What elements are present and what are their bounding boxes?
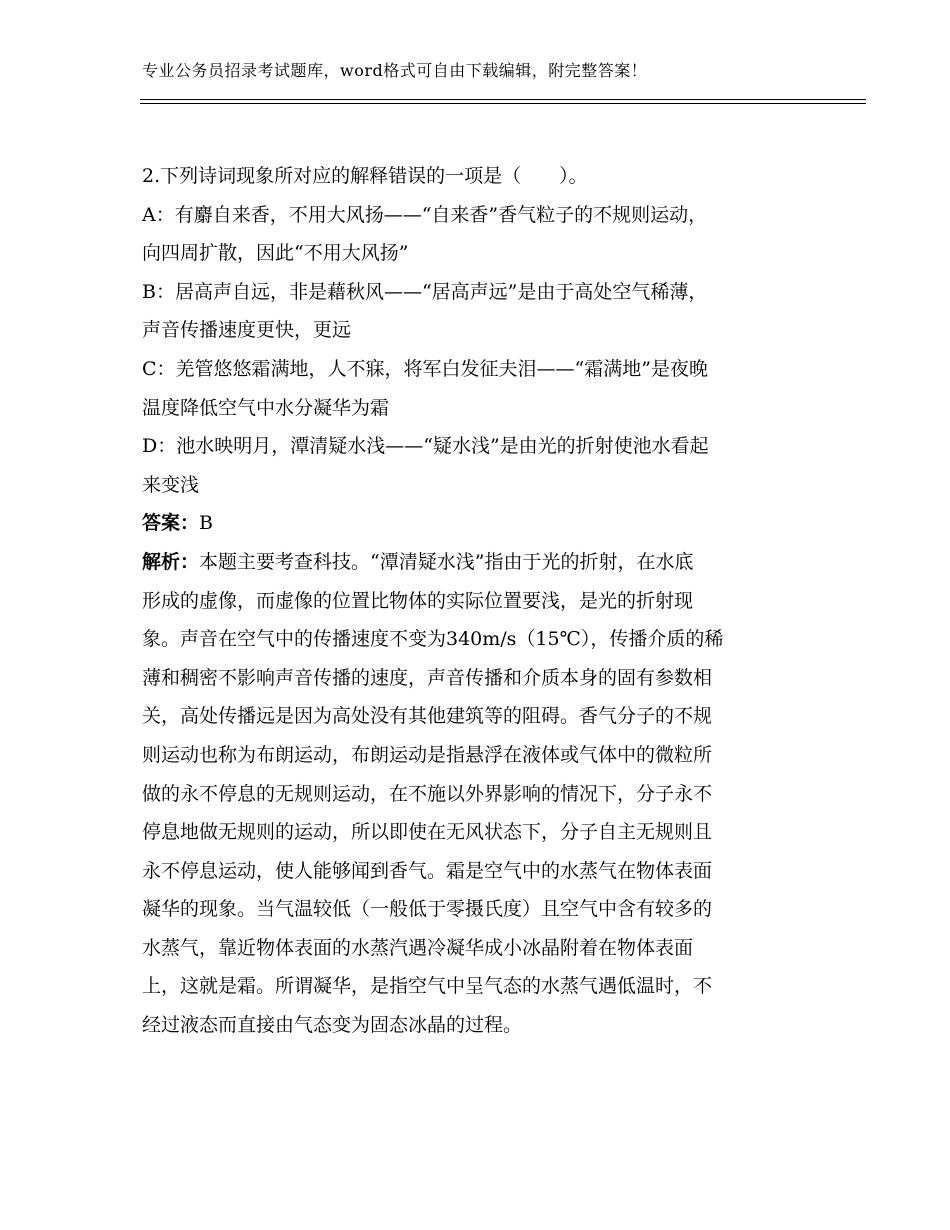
analysis-line: 做的永不停息的无规则运动，在不施以外界影响的情况下，分子永不 [142, 782, 713, 805]
option-b-line-1: B：居高声自远，非是藉秋风——“居高声远”是由于高处空气稀薄， [142, 280, 708, 303]
page-header: 专业公务员招录考试题库，word格式可自由下载编辑，附完整答案！ [142, 61, 648, 80]
option-b [142, 273, 814, 350]
analysis-line: 水蒸气，靠近物体表面的水蒸汽遇冷凝华成小冰晶附着在物体表面 [142, 936, 694, 959]
option-d [142, 427, 814, 504]
option-d-line-1: D：池水映明月，潭清疑水浅——“疑水浅”是由光的折射使池水看起 [142, 435, 709, 458]
analysis-label: 解析： [142, 550, 200, 573]
analysis-line: 凝华的现象。当气温较低（一般低于零摄氏度）且空气中含有较多的 [142, 898, 713, 921]
option-c-line-1: C：羌管悠悠霜满地，人不寐，将军白发征夫泪——“霜满地”是夜晚 [142, 357, 708, 380]
answer-line [142, 504, 814, 543]
analysis-line: 关，高处传播远是因为高处没有其他建筑等的阻碍。香气分子的不规 [142, 705, 713, 728]
analysis-line: 象。声音在空气中的传播速度不变为340m/s（15℃），传播介质的稀 [142, 628, 724, 651]
analysis-line: 永不停息运动，使人能够闻到香气。霜是空气中的水蒸气在物体表面 [142, 859, 713, 882]
analysis-line: 则运动也称为布朗运动，布朗运动是指悬浮在液体或气体中的微粒所 [142, 743, 713, 766]
option-d-line-2: 来变浅 [142, 473, 200, 496]
analysis-line: 停息地做无规则的运动，所以即使在无风状态下，分子自主无规则且 [142, 821, 713, 844]
option-c [142, 350, 814, 427]
analysis-line: 形成的虚像，而虚像的位置比物体的实际位置要浅，是光的折射现 [142, 589, 694, 612]
option-c-line-2: 温度降低空气中水分凝华为霜 [142, 396, 390, 419]
option-a-line-1: A：有麝自来香，不用大风扬——“自来香”香气粒子的不规则运动， [142, 203, 708, 226]
question-stem: 2.下列诗词现象所对应的解释错误的一项是（ ）。 [142, 165, 588, 187]
analysis-line: 薄和稠密不影响声音传播的速度，声音传播和介质本身的固有参数相 [142, 666, 713, 689]
answer-value: B [199, 512, 213, 535]
analysis-block [142, 543, 814, 1045]
analysis-text: 本题主要考查科技。“潭清疑水浅”指由于光的折射，在水底 [199, 550, 694, 573]
question-content [142, 157, 814, 1045]
analysis-line [142, 543, 814, 582]
answer-label: 答案： [142, 512, 200, 535]
header-rule-bottom [140, 103, 866, 104]
analysis-line: 上，这就是霜。所谓凝华，是指空气中呈气态的水蒸气遇低温时，不 [142, 975, 713, 998]
analysis-line: 经过液态而直接由气态变为固态冰晶的过程。 [142, 1014, 523, 1037]
header-rule-top [140, 99, 866, 100]
option-a-line-2: 向四周扩散，因此“不用大风扬” [142, 242, 409, 265]
option-b-line-2: 声音传播速度更快，更远 [142, 319, 352, 342]
option-a [142, 196, 814, 273]
